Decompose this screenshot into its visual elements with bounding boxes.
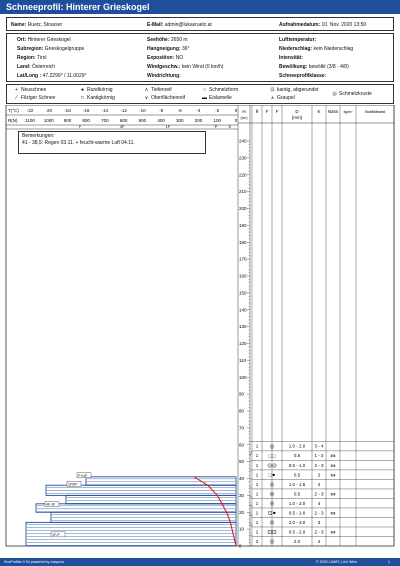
height-tick-label: 90: [239, 391, 245, 397]
t-tick-label: -16: [82, 108, 90, 113]
layer-grain-size: 0.5: [293, 453, 301, 459]
date-label: Aufnahmedatum:: [279, 22, 321, 28]
table-header: θ: [255, 109, 259, 114]
height-tick-label: 210: [239, 189, 247, 195]
wind-label: Windgeschw.:: [147, 64, 181, 70]
height-tick-label: 80: [239, 408, 245, 414]
layer-grain-size: 2.0 - 3.0: [288, 519, 306, 525]
hardness-label: F+/1F: [78, 473, 88, 478]
hardness-label: 4F-1F: [46, 502, 56, 507]
layer-hardness-k: 2: [317, 472, 321, 478]
layer-grain-shape: ◎: [269, 500, 275, 507]
legend-label: Schmelzform: [209, 87, 239, 93]
r-tick-label: 400: [157, 118, 165, 123]
t-tick-label: -18: [64, 108, 71, 113]
layer-grain-shape: ⊡⊡: [267, 529, 277, 536]
r-tick-label: 900: [63, 118, 72, 123]
t-tick-label: -20: [45, 108, 52, 113]
ort-value: Hinterer Grieskogel: [27, 37, 71, 43]
height-tick-label: 20: [239, 509, 245, 515]
r-tick-label: 100: [213, 118, 222, 123]
layer-grain-size: 0.5 - 1.0: [288, 462, 306, 468]
table-header: kg/m³: [343, 110, 353, 114]
layer-grain-size: 2.0: [293, 538, 301, 544]
layer-grain-size: 1.0 - 1.5: [288, 481, 306, 487]
layer-connector: [250, 451, 252, 457]
table-header: K: [317, 109, 321, 114]
layer-wetness: ⅢⅢ: [330, 530, 336, 535]
t-tick-label: -4: [196, 108, 201, 113]
ort-label: Ort:: [17, 37, 27, 43]
layer-grain-size: 0.5 - 1.0: [288, 510, 306, 516]
hardness-label: 1F-P: [52, 532, 60, 537]
r-tick-label: 300: [176, 118, 184, 123]
layer-connector: [250, 487, 252, 489]
footer: [0, 558, 400, 566]
region-value: Tirol: [36, 55, 47, 61]
table-header: F: [275, 109, 279, 114]
hardness-layer-outline: [36, 504, 236, 512]
remarks-title: Bemerkungen:: [22, 133, 55, 139]
legend-neuschnee: [12, 87, 46, 93]
r-tick-label: 600: [119, 118, 128, 123]
layer-hardness-k: 2 - 3: [314, 491, 324, 497]
legend-label: Eislamelle: [209, 95, 232, 101]
graupel-icon: ⩚: [271, 95, 274, 101]
layer-form-count: 1: [255, 472, 259, 478]
height-tick-label: 0: [239, 543, 242, 549]
layer-hardness-k: 1 - 2: [314, 453, 324, 459]
rundkoernig-icon: ●: [80, 87, 85, 93]
r-tick-label: 500: [138, 118, 147, 123]
layer-grain-shape: ◎: [269, 539, 275, 546]
latlong-label: Lat/Long :: [17, 73, 42, 79]
legend-kantig-abgerundet: [268, 87, 318, 93]
height-tick-label: 40: [239, 476, 245, 481]
table-header: D: [295, 109, 299, 114]
seehoehe-value: 2650 m: [170, 37, 188, 43]
height-tick-label: 140: [239, 307, 247, 313]
layer-grain-size: 0.5: [293, 491, 301, 497]
oberflaechenreif-icon: ∨: [144, 95, 149, 101]
height-tick-label: 180: [239, 239, 247, 245]
layer-connector: [250, 512, 252, 517]
layer-hardness-k: 4: [317, 481, 321, 487]
t-axis-label: T(°C): [8, 108, 19, 113]
layer-connector: [250, 534, 252, 536]
height-tick-label: 200: [239, 206, 247, 211]
layer-hardness-k: 2 - 3: [314, 529, 324, 535]
table-header: F: [265, 109, 269, 114]
layer-form-count: 1: [255, 500, 259, 506]
layer-grain-size: 0.5 - 2.0: [288, 529, 306, 535]
page-number: 1: [388, 560, 390, 564]
r-tick-label: 700: [101, 118, 109, 123]
niederschlag-label: Niederschlag:: [279, 46, 313, 52]
kantig-abgerundet-icon: ⊡: [270, 87, 275, 93]
bewoelkung-label: Bewölkung:: [279, 64, 308, 70]
profilklasse-label: Schneeprofilklasse:: [279, 73, 327, 79]
layer-form-count: 1: [255, 529, 259, 535]
layer-hardness-k: 2 - 3: [314, 462, 324, 468]
height-tick-label: 50: [239, 459, 245, 465]
layer-form-count: 2: [255, 538, 259, 544]
layer-connector: [250, 460, 252, 461]
layer-hardness-k: 4: [317, 500, 321, 506]
region-label: Region:: [17, 55, 36, 61]
layer-wetness: ⅢⅢ: [330, 492, 336, 497]
layer-form-count: 1: [255, 453, 259, 459]
legend-graupel: [268, 95, 295, 101]
legend-label: Kantigkörnig: [87, 95, 115, 101]
t-tick-label: 0: [234, 108, 238, 113]
observer-box: [6, 17, 394, 31]
land-label: Land:: [17, 64, 31, 70]
email-value: admin@lukasruetz.at: [164, 22, 212, 28]
legend-label: Tiefenreif: [151, 87, 172, 93]
legend-label: Schmelzkruste: [339, 91, 372, 97]
layer-form-count: 1: [255, 443, 259, 449]
height-tick-label: 30: [239, 492, 245, 498]
table-header: Stabilitätstest: [364, 110, 386, 114]
legend-schmelzkruste: [330, 91, 372, 97]
height-tick-label: 220: [239, 172, 247, 178]
layer-grain-size: 1.0 - 2.0: [288, 443, 306, 449]
legend-label: kantig, abgerundet: [277, 87, 319, 93]
footer-left: SnoProfiler 0.94 powered by mayurux: [4, 560, 65, 564]
tiefenreif-icon: ∧: [144, 87, 149, 93]
layer-grain-shape: ◎◎: [267, 462, 277, 469]
layer-grain-shape: ⊡●: [268, 510, 276, 517]
layer-grain-size: 1.0 - 2.0: [288, 500, 306, 506]
t-tick-label: -22: [26, 108, 34, 113]
hand-hardness-tick: 1F: [165, 124, 171, 129]
layer-connector: [250, 522, 252, 527]
layer-hardness-k: 3 - 4: [314, 443, 324, 449]
height-tick-label: 100: [239, 374, 247, 380]
niederschlag-value: kein Niederschlag: [313, 46, 354, 52]
layer-wetness: ⅢⅢ: [330, 511, 336, 516]
land-value: Österreich: [32, 64, 56, 70]
height-tick-label: 240: [239, 138, 247, 144]
legend-oberflaechenreif: [142, 95, 185, 101]
subregion-label: Subregion:: [17, 46, 44, 52]
legend-rundkoernig: [78, 87, 113, 93]
eislamelle-icon: ▬: [202, 95, 207, 101]
date-value: 10. Nov. 2020 13:50: [321, 22, 367, 28]
layer-grain-shape: ◎: [269, 481, 275, 488]
layer-form-count: 1: [255, 519, 259, 525]
t-tick-label: -8: [159, 108, 164, 113]
page-title: Schneeprofil: Hinterer Grieskogel: [0, 0, 400, 14]
height-label: H: [242, 109, 246, 114]
t-tick-label: -6: [177, 108, 182, 113]
legend-label: Filziger Schnee: [21, 95, 56, 101]
height-tick-label: 170: [239, 256, 247, 262]
remarks-text: 41 - 38,5: Regen 03.11. + feucht-warme Luft 04.11.: [22, 140, 135, 146]
legend-filziger: [12, 95, 55, 101]
layer-wetness: ⅢⅢ: [330, 454, 336, 459]
t-tick-label: -10: [139, 108, 146, 113]
layer-grain-shape: ◎: [269, 443, 275, 450]
hand-hardness-tick: P: [214, 124, 218, 129]
height-tick-label: 70: [239, 425, 245, 431]
layer-grain-size: 0.5: [293, 472, 301, 478]
layer-grain-shape: □□: [268, 453, 276, 460]
hand-hardness-tick: 4F: [119, 124, 125, 129]
legend-label: Neuschnee: [21, 87, 47, 93]
hand-hardness-tick: K: [228, 124, 232, 129]
footer-right: © 2020 LAWIS | Uni Wien: [316, 560, 358, 564]
r-tick-label: 1100: [25, 118, 35, 123]
snow-profile-chart: [0, 105, 400, 555]
r-tick-label: 200: [194, 118, 203, 123]
seehoehe-label: Seehöhe:: [147, 37, 170, 43]
layer-form-count: 1: [255, 481, 259, 487]
legend-kantigkoernig: [78, 95, 115, 101]
windrichtung-label: Windrichtung:: [147, 73, 181, 79]
exposition-value: NO: [175, 55, 184, 61]
t-tick-label: -12: [120, 108, 127, 113]
wind-value: kein Wind (0 km/h): [181, 64, 224, 70]
layer-wetness: ⅢⅢ: [330, 463, 336, 468]
height-tick-label: 10: [239, 526, 245, 532]
hardness-layer-outline: [66, 495, 236, 503]
layer-hardness-k: 2 - 3: [314, 510, 324, 516]
remarks-box: [18, 131, 206, 154]
filziger-schnee-icon: ⁄: [16, 95, 17, 101]
schmelzkruste-icon: ◎: [332, 91, 337, 97]
latlong-value: 47.2299° / 11.0029°: [42, 73, 87, 79]
r-tick-label: 0: [234, 118, 238, 123]
name-value: Ruetz, Strasser: [27, 22, 63, 28]
table-header: Nass: [327, 109, 339, 114]
height-tick-label: 160: [239, 273, 247, 279]
layer-form-count: 1: [255, 462, 259, 468]
r-axis-label: R(N): [8, 118, 18, 123]
intensitaet-label: Intensität:: [279, 55, 303, 61]
location-box: [6, 33, 394, 82]
height-tick-label: 190: [239, 222, 247, 228]
legend-label: Oberflächenreif: [151, 95, 186, 101]
layer-connector: [250, 479, 252, 480]
hangneigung-label: Hangneigung:: [147, 46, 181, 52]
height-tick-label: 230: [239, 155, 247, 161]
layer-form-count: 1: [255, 491, 259, 497]
height-tick-label: 120: [239, 341, 247, 346]
layer-wetness: ⅢⅢ: [330, 473, 336, 478]
t-tick-label: -14: [101, 108, 109, 113]
subregion-value: Grieskogelgruppe: [44, 46, 85, 52]
r-tick-label: 800: [82, 118, 90, 123]
hardness-label: 1F/PF: [68, 482, 78, 487]
r-tick-label: 1000: [43, 118, 54, 123]
legend-label: Rundkörnig: [87, 87, 113, 93]
schmelzform-icon: ○: [202, 87, 207, 93]
name-label: Name:: [11, 22, 27, 28]
legend-eislamelle: [200, 95, 232, 101]
table-header: (mm): [291, 115, 303, 120]
legend-schmelzform: [200, 87, 238, 93]
height-unit: (cm): [240, 116, 248, 120]
hardness-layer-outline: [86, 477, 236, 485]
legend-tiefenreif: [142, 87, 172, 93]
chart-frame: [6, 105, 394, 546]
layer-connector: [250, 495, 252, 498]
height-tick-label: 150: [239, 290, 247, 296]
height-tick-label: 130: [239, 324, 247, 330]
neuschnee-icon: +: [15, 87, 18, 93]
lufttemp-label: Lufttemperatur:: [279, 37, 317, 43]
height-tick-label: 60: [239, 442, 245, 448]
layer-hardness-k: 3: [317, 519, 321, 525]
layer-form-count: 1: [255, 510, 259, 516]
email-label: E-Mail:: [147, 22, 164, 28]
layer-grain-shape: ◎: [269, 520, 275, 527]
height-tick-label: 110: [239, 357, 247, 363]
layer-hardness-k: 4: [317, 538, 321, 544]
legend-label: Graupel: [277, 95, 295, 101]
hand-hardness-tick: F: [78, 124, 82, 129]
t-tick-label: -2: [215, 108, 220, 113]
layer-grain-shape: ◎: [269, 491, 275, 498]
kantigkoernig-icon: □: [80, 95, 85, 101]
exposition-label: Exposition:: [147, 55, 175, 61]
hangneigung-value: 36°: [182, 46, 190, 52]
layer-connector: [250, 504, 252, 508]
layer-grain-shape: □●: [268, 472, 276, 479]
bewoelkung-value: bewölkt (3/8 - 4/8): [308, 64, 349, 70]
